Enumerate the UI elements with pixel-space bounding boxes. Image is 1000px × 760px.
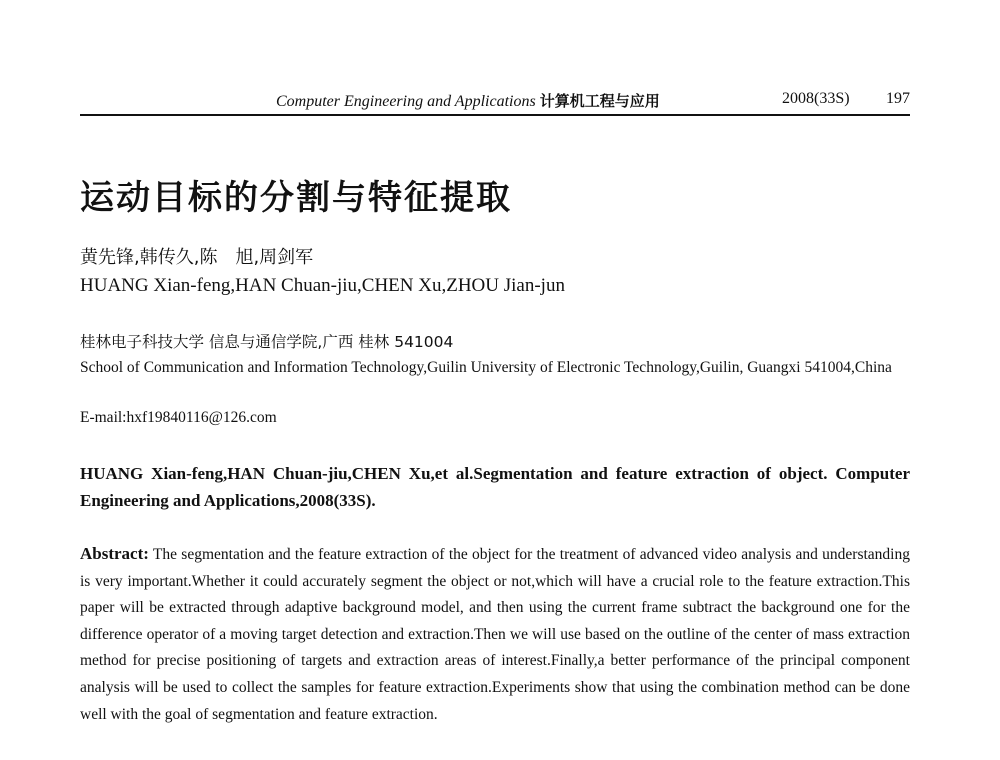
- abstract-block: [80, 541, 910, 728]
- affiliation-cn: 桂林电子科技大学 信息与通信学院,广西 桂林 541004: [80, 333, 454, 351]
- journal-name-en: Computer Engineering and Applications: [276, 93, 536, 110]
- authors-cn: 黄先锋,韩传久,陈 旭,周剑军: [80, 247, 314, 268]
- affiliation-en: School of Communication and Information Technology,Guilin University of Electronic Technology,Guilin, Guangxi 541004,China: [80, 359, 892, 376]
- journal-name-cn: 计算机工程与应用: [539, 92, 660, 110]
- author-email: E-mail:hxf19840116@126.com: [80, 409, 277, 426]
- page-number: 197: [886, 90, 910, 107]
- citation-block: HUANG Xian-feng,HAN Chuan-jiu,CHEN Xu,et al.Segmentation and feature extraction of object. Computer Engineering and Applications,2008(33S).: [80, 464, 910, 510]
- authors-en: HUANG Xian-feng,HAN Chuan-jiu,CHEN Xu,ZHOU Jian-jun: [80, 275, 565, 296]
- abstract-label: Abstract:: [80, 544, 149, 563]
- paper-title-cn: 运动目标的分割与特征提取: [80, 178, 512, 218]
- issue-label: 2008(33S): [782, 90, 850, 107]
- journal-name: [276, 90, 660, 111]
- abstract-text: The segmentation and the feature extraction of the object for the treatment of advanced video analysis and understanding is very important.Whether it could accurately segment the object or not,which will have a crucial role to the feature extraction.This paper will be extracted through adaptive background model, and then using the current frame subtract the background one for the difference operator of a moving target detection and extraction.Then we will use based on the outline of the center of mass extraction method for precise positioning of targets and extraction areas of interest.Finally,a better performance of the principal component analysis will be used to collect the samples for feature extraction.Experiments show that using the combination method can be done well with the goal of segmentation and feature extraction.: [80, 546, 910, 723]
- running-header: [80, 88, 910, 116]
